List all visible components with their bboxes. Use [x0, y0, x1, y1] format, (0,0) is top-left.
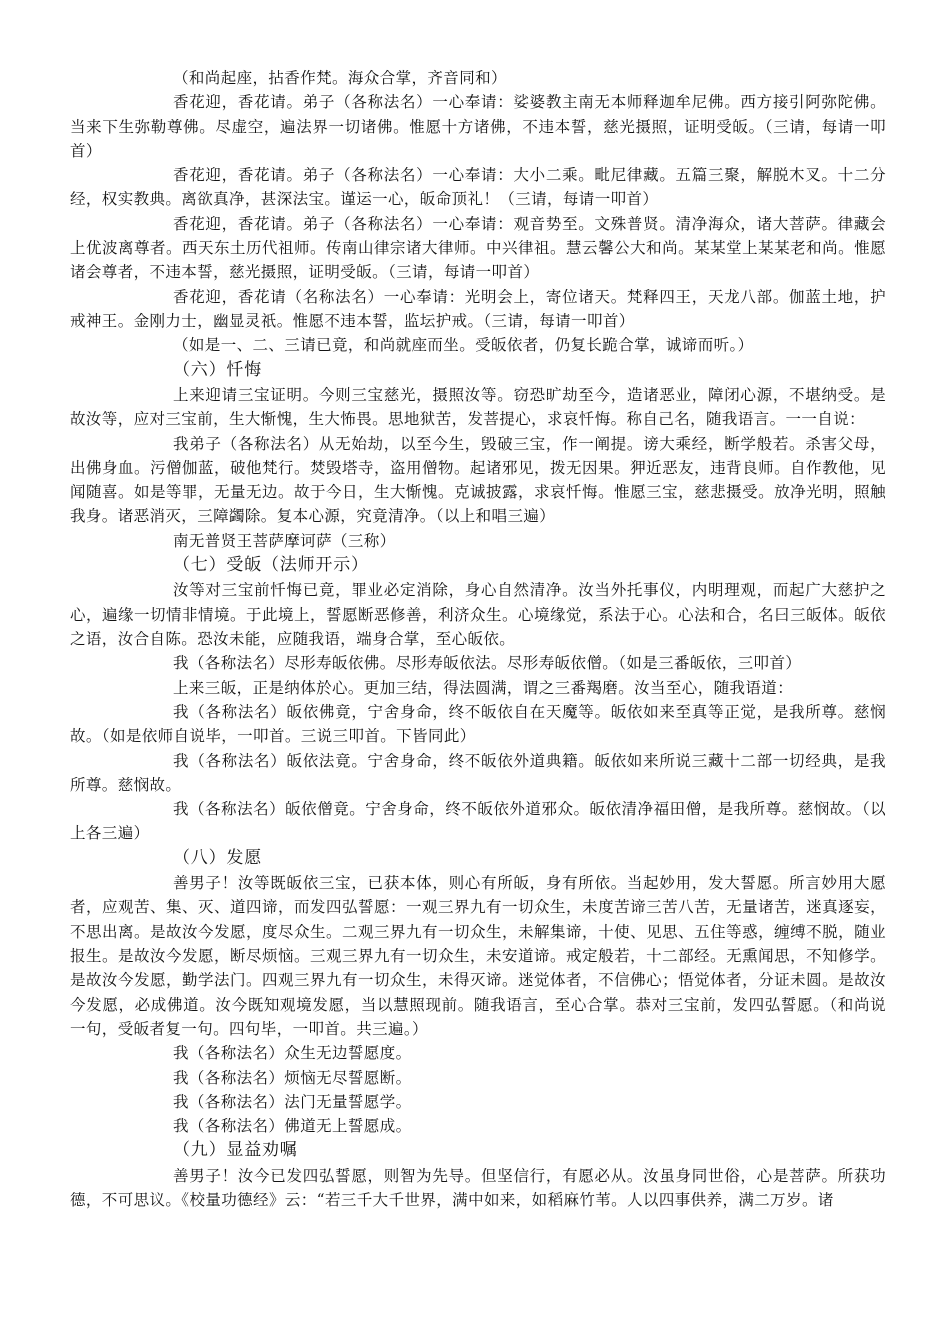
- section-heading: （九）显益劝嘱: [173, 1140, 298, 1161]
- paragraph: 我（各称法名）皈依法竟。宁舍身命，终不皈依外道典籍。皈依如来所说三藏十二部一切经典，是我所尊。慈悯故。: [70, 751, 886, 794]
- paragraph: 南无普贤王菩萨摩诃萨（三称）: [173, 531, 396, 550]
- vow-line: 我（各称法名）烦恼无尽誓愿断。: [173, 1068, 412, 1087]
- document-page: [70, 66, 886, 1212]
- section-heading: （八）发愿: [173, 847, 262, 868]
- vow-line: 我（各称法名）众生无边誓愿度。: [173, 1044, 412, 1063]
- paragraph: 善男子！汝今已发四弘誓愿，则智为先导。但坚信行，有愿必从。汝虽身同世俗，心是菩萨。所获功德，不可思议。《校量功德经》云：“若三千大千世界，满中如来，如稻麻竹苇。人以四事供养，满二万岁。诸: [70, 1166, 886, 1210]
- section-heading: （七）受皈（法师开示）: [173, 555, 369, 576]
- paragraph: 我（各称法名）皈依僧竟。宁舍身命，终不皈依外道邪众。皈依清净福田僧，是我所尊。慈悯故。（以上各三遍）: [70, 800, 886, 843]
- vow-line: 我（各称法名）佛道无上誓愿成。: [173, 1117, 412, 1136]
- vow-line: 我（各称法名）法门无量誓愿学。: [173, 1092, 412, 1111]
- section-heading: （六）忏悔: [173, 359, 262, 380]
- paragraph: 善男子！汝等既皈依三宝，已获本体，则心有所皈，身有所依。当起妙用，发大誓愿。所言妙用大愿者，应观苦、集、灭、道四谛，而发四弘誓愿：一观三界九有一切众生，未度苦谛三苦八苦，无量诸苦，迷真逐妄，不思出离。是故汝今发愿，度尽众生。二观三界九有一切众生，未解集谛，十使、见思、五住等惑，缠缚不脱，随业报生。是故汝今发愿，断尽烦恼。三观三界九有一切众生，未安道谛。戒定般若，十二部经。无熏闻思，不知修学。是故汝今发愿，勤学法门。四观三界九有一切众生，未得灭谛。迷觉体者，不信佛心；悟觉体者，分证未圆。是故汝今发愿，必成佛道。汝今既知观境发愿，当以慧照现前。随我语言，至心合掌。恭对三宝前，发四弘誓愿。（和尚说一句，受皈者复一句。四句毕，一叩首。共三遍。）: [70, 874, 886, 1038]
- paragraph: 我（各称法名）皈依佛竟，宁舍身命，终不皈依自在天魔等。皈依如来至真等正觉，是我所尊。慈悯故。（如是依师自说毕，一叩首。三说三叩首。下皆同此）: [70, 702, 886, 746]
- paragraph: 我（各称法名）尽形寿皈依佛。尽形寿皈依法。尽形寿皈依僧。（如是三番皈依，三叩首）: [173, 654, 802, 673]
- paragraph: （和尚起座，拈香作梵。海众合掌，齐音同和）: [173, 69, 507, 87]
- paragraph: 香花迎，香花请（名称法名）一心奉请：光明会上，寄位诸天。梵释四王，天龙八部。伽蓝土地，护戒神王。金刚力士，幽显灵祇。惟愿不违本誓，监坛护戒。（三请，每请一叩首）: [70, 287, 886, 330]
- paragraph: 香花迎，香花请。弟子（各称法名）一心奉请：大小二乘。毗尼律藏。五篇三聚，解脱木叉。十二分经，权实教典。离欲真净，甚深法宝。谨运一心，皈命顶礼！（三请，每请一叩首）: [70, 166, 886, 209]
- paragraph: 香花迎，香花请。弟子（各称法名）一心奉请：娑婆教主南无本师释迦牟尼佛。西方接引阿弥陀佛。当来下生弥勒尊佛。尽虚空，遍法界一切诸佛。惟愿十方诸佛，不违本誓，慈光摄照，证明受皈。（三请，每请一叩首）: [70, 93, 886, 160]
- paragraph: 我弟子（各称法名）从无始劫，以至今生，毁破三宝，作一阐提。谤大乘经，断学般若。杀害父母，出佛身血。污僧伽蓝，破他梵行。焚毁塔寺，盗用僧物。起诸邪见，拨无因果。狎近恶友，违背良师。自作教他，见闻随喜。如是等罪，无量无边。故于今日，生大惭愧。克诚披露，求哀忏悔。惟愿三宝，慈悲摄受。放净光明，照触我身。诸恶消灭，三障蠲除。复本心源，究竟清净。（以上和唱三遍）: [70, 434, 886, 526]
- paragraph: 上来迎请三宝证明。今则三宝慈光，摄照汝等。窃恐旷劫至今，造诸恶业，障闭心源，不堪纳受。是故汝等，应对三宝前，生大惭愧，生大怖畏。思地狱苦，发菩提心，求哀忏悔。称自己名，随我语言。一一自说：: [70, 385, 886, 429]
- paragraph: （如是一、二、三请已竟，和尚就座而坐。受皈依者，仍复长跪合掌，诚谛而听。）: [173, 336, 754, 355]
- paragraph: 香花迎，香花请。弟子（各称法名）一心奉请：观音势至。文殊普贤。清净海众，诸大菩萨。律藏会上优波离尊者。西天东土历代祖师。传南山律宗诸大律师。中兴律祖。慧云馨公大和尚。某某堂上某某老和尚。惟愿诸会尊者，不违本誓，慈光摄照，证明受皈。（三请，每请一叩首）: [70, 214, 886, 282]
- paragraph: 上来三皈，正是纳体於心。更加三结，得法圆满，谓之三番羯磨。汝当至心，随我语道：: [173, 678, 794, 697]
- paragraph: 汝等对三宝前忏悔已竟，罪业必定消除，身心自然清净。汝当外托事仪，内明理观，而起广大慈护之心，遍缘一切情非情境。于此境上，誓愿断恶修善，利济众生。心境缘觉，系法于心。心法和合，名曰三皈体。皈依之语，汝合自陈。恐汝未能，应随我语，端身合掌，至心皈依。: [70, 581, 886, 649]
